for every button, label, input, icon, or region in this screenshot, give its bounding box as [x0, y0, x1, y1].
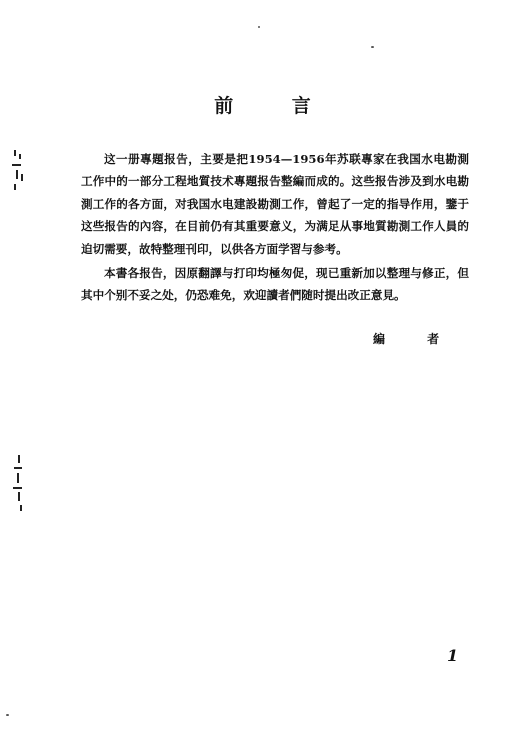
scan-speck — [371, 46, 374, 48]
preface-body — [81, 148, 469, 307]
editor-signature: 編 者 — [373, 332, 459, 346]
scan-speck — [258, 26, 260, 28]
scan-speck — [6, 714, 9, 716]
preface-paragraph-2: 本書各报告，因原翻譯与打印均極匆促，现已重新加以整理与修正，但其中个别不妥之处，仍恐难免，欢迎讀者們随时提出改正意見。 — [81, 266, 469, 303]
preface-paragraph-1: 这一册專題报告，主要是把1954—1956年苏联專家在我国水电勘測工作中的一部分工程地質技术專題报告整編而成的。这些报告涉及到水电勘測工作的各方面，对我国水电建設勘測工作，曾起了一定的指导作用，鑒于这些报告的內容，在目前仍有其重要意义，为满足从事地質勘測工作人員的迫切需要，故特整理刊印，以供各方面学習与参考。 — [81, 152, 469, 256]
page-number: 1 — [447, 646, 459, 665]
page-title: 前 言 — [214, 95, 337, 117]
